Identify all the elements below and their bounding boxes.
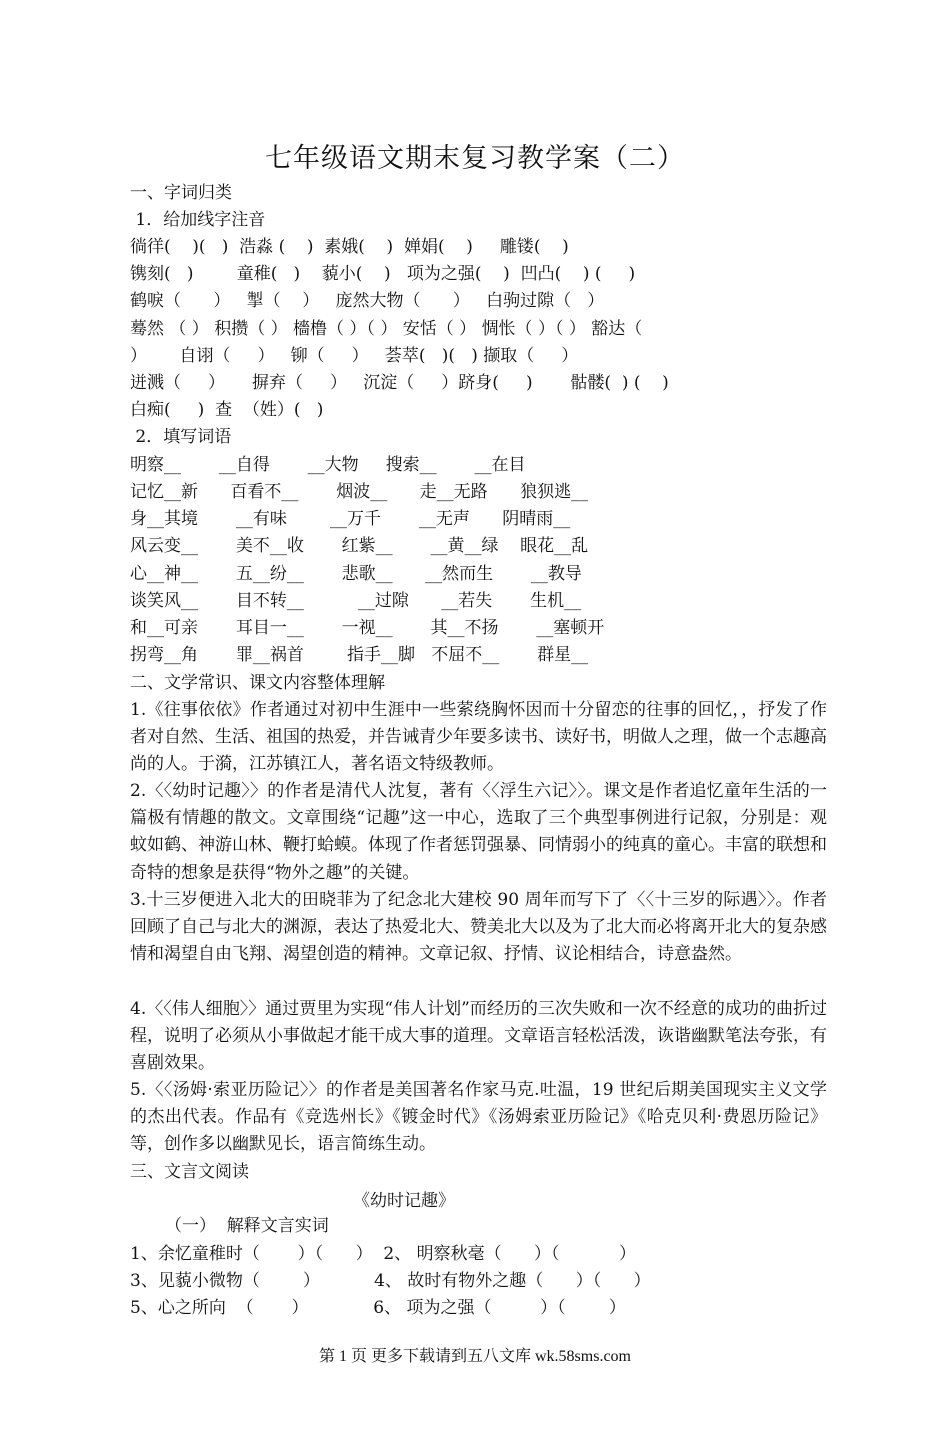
section-heading: 二、文学常识、课文内容整体理解 <box>130 673 385 693</box>
page-title: 七年级语文期末复习教学案（二） <box>265 143 685 174</box>
pinyin-line: 镌刻( ) 童稚( ) 藐小( ) 项为之强( ) 凹凸( ) ( ) <box>130 264 636 284</box>
pinyin-line: 白痴( ) 查 （姓）( ) <box>130 400 324 420</box>
fill-line: 和__可亲 耳目一__ 一视__ 其__不扬 __塞顿开 <box>130 618 605 638</box>
question-line: 3、见藐小微物（ ） 4、 故时有物外之趣（ ）（ ） <box>130 1271 651 1291</box>
section-heading: 三、文言文阅读 <box>130 1162 249 1182</box>
section-heading: 一、字词归类 <box>130 183 232 203</box>
fill-line: 明察__ __自得 __大物 搜索__ __在目 <box>130 455 526 475</box>
page-footer: 第 1 页 更多下载请到五八文库 wk.58sms.com <box>318 1348 631 1365</box>
fill-line: 风云变__ 美不__收 红紫__ __黄__绿 眼花__乱 <box>130 536 589 556</box>
pinyin-line: 蓦然 （ ） 积攒（ ） 檣橹（ ）（ ） 安恬（ ） 惆怅（ ）（ ） 豁达（ <box>130 319 643 339</box>
fill-line: 拐弯__角 罪__祸首 指手__脚 不屈不__ 群星__ <box>130 645 589 665</box>
paragraph: 4.〈〈伟人细胞〉〉通过贾里为实现“伟人计划”而经历的三次失败和一次不经意的成功的曲折过程，说明了必须从小事做起才能干成大事的道理。文章语言轻松活泼，诙谐幽默笔法夸张，有喜剧效果。 <box>130 999 827 1074</box>
subsection-heading: 1．给加线字注音 <box>130 210 266 230</box>
text-title: 《幼时记趣》 <box>353 1191 455 1211</box>
paragraph: 3.十三岁便进入北大的田晓菲为了纪念北大建校 90 周年而写下了〈〈十三岁的际遇〉〉。作者回顾了自己与北大的渊源，表达了热爱北大、赞美北大以及为了北大而必将离开北大的复杂感情和渴望自由飞翔、渴望创造的精神。文章记叙、抒情、议论相结合，诗意盎然。 <box>130 890 827 965</box>
paragraph: 2.〈〈幼时记趣〉〉的作者是清代人沈复，著有〈〈浮生六记〉〉。课文是作者追忆童年生活的一篇极有情趣的散文。文章围绕“记趣”这一中心，选取了三个典型事例进行记叙，分别是：观蚊如鹤、神游山林、鞭打蛤蟆。体现了作者惩罚强暴、同情弱小的纯真的童心。丰富的联想和奇特的想象是获得“物外之趣”的关键。 <box>130 781 827 883</box>
paragraph: 5.〈〈汤姆·索亚历险记〉〉的作者是美国著名作家马克.吐温，19 世纪后期美国现实主义文学的杰出代表。作品有《竞选州长》《镀金时代》《汤姆索亚历险记》《哈克贝利·费恩历险记》等，创作多以幽默见长，语言简练生动。 <box>130 1080 827 1155</box>
subsection-heading: （一） 解释文言实词 <box>165 1216 329 1236</box>
fill-line: 谈笑风__ 目不转__ __过隙 __若失 生机__ <box>130 591 582 611</box>
pinyin-line: 迸溅（ ） 摒弃（ ） 沉淀（ ）跻身( ) 骷髅( ) ( ) <box>130 373 669 393</box>
fill-line: 身__其境 __有味 __万千 __无声 阴晴雨__ <box>130 509 571 529</box>
paragraph: 1.《往事依依》作者通过对初中生涯中一些萦绕胸怀因而十分留恋的往事的回忆，，抒发了作者对自然、生活、祖国的热爱，并告诫青少年要多读书、读好书，明做人之理，做一个志趣高尚的人。于漪，江苏镇江人，著名语文特级教师。 <box>130 700 827 775</box>
fill-line: 记忆__新 百看不__ 烟波__ 走__无路 狼狈逃__ <box>130 482 589 502</box>
pinyin-line: ） 自诩（ ） 铆（ ） 荟萃( )( ) 撷取（ ） <box>130 346 579 366</box>
pinyin-line: 徜徉( )( ) 浩淼 ( ) 素娥( ) 婵娟( ) 雕镂( ) <box>130 237 569 257</box>
question-line: 5、心之所向 （ ） 6、 项为之强（ ）（ ） <box>130 1298 626 1318</box>
subsection-heading: 2．填写词语 <box>130 427 232 447</box>
question-line: 1、余忆童稚时（ ）（ ） 2、 明察秋毫（ ）（ ） <box>130 1244 636 1264</box>
pinyin-line: 鹤唳（ ） 掣（ ） 庞然大物（ ） 白驹过隙（ ） <box>130 291 605 311</box>
fill-line: 心__神__ 五__纷__ 悲歌__ __然而生 __教导 <box>130 564 582 584</box>
